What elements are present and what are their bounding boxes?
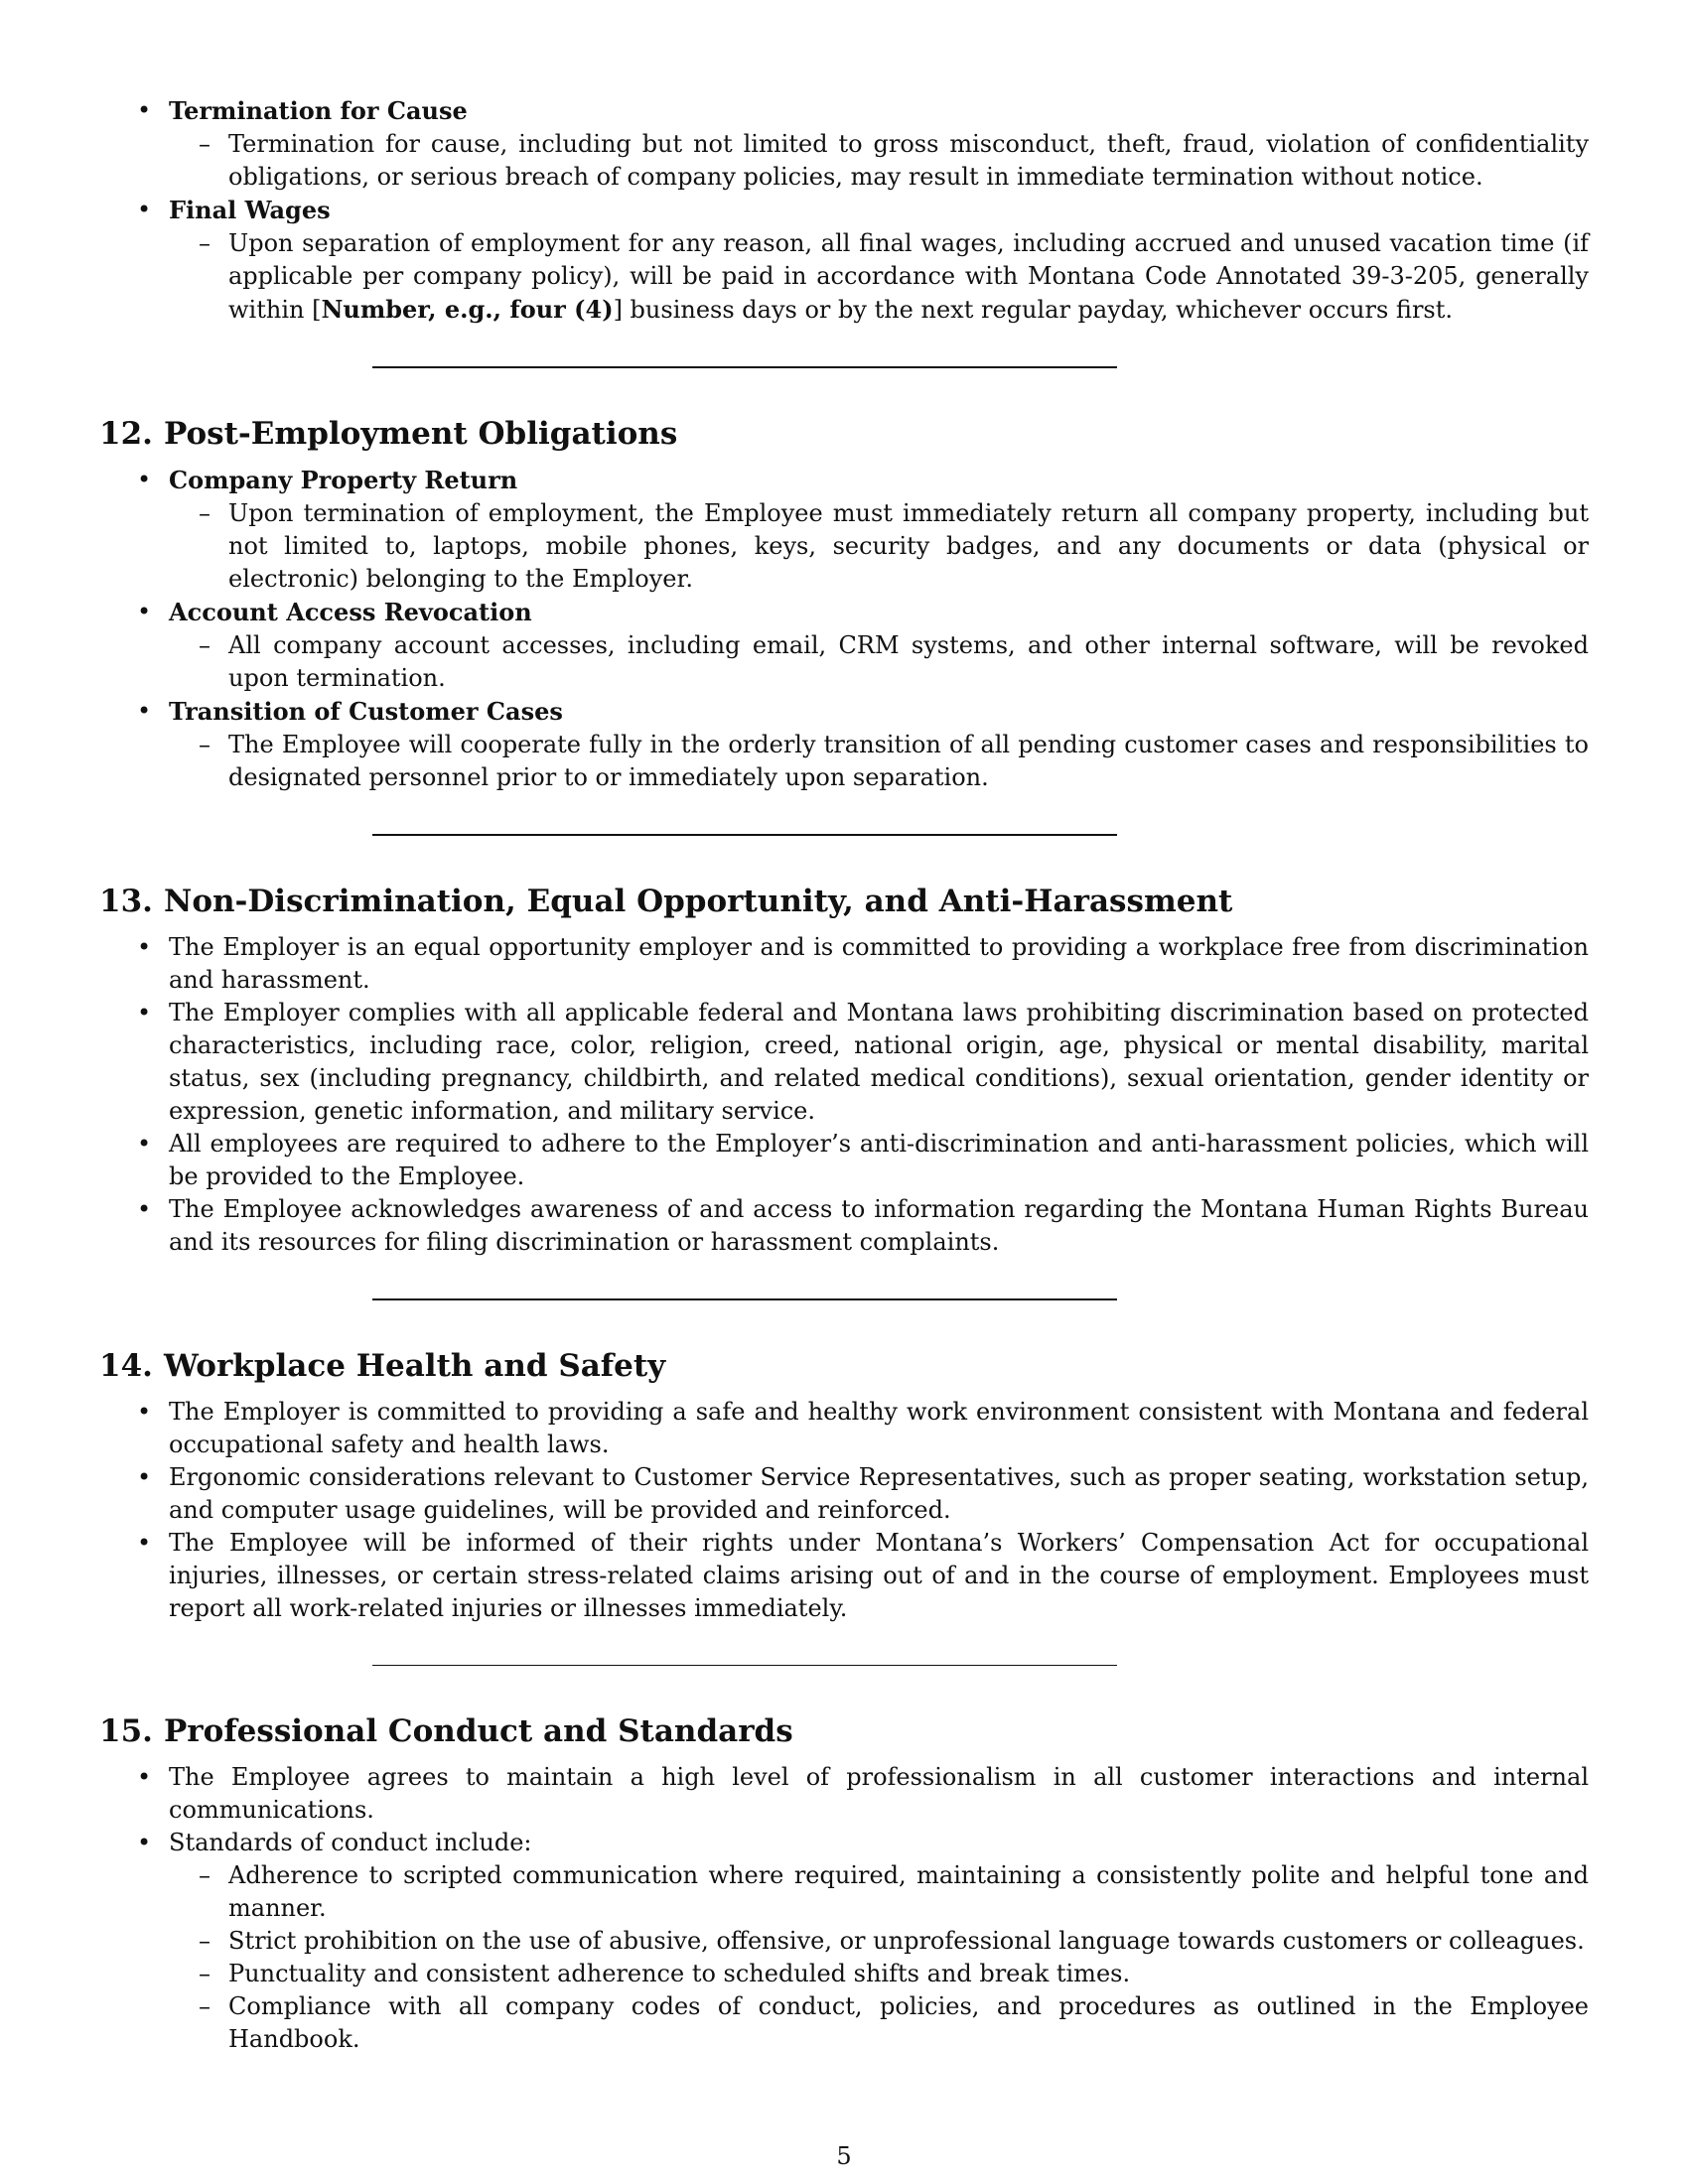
- list-item: • The Employer is an equal opportunity employer and is committed to providing a workplace free from discrimination and harassment.: [99, 931, 1589, 997]
- sub-item: – Punctuality and consistent adherence to scheduled shifts and break times.: [228, 1958, 1589, 1990]
- sub-item: – Compliance with all company codes of conduct, policies, and procedures as outlined in the Employee Handbook.: [228, 1990, 1589, 2056]
- page-number: 5: [836, 2142, 852, 2170]
- section-heading-12: 12. Post-Employment Obligations: [99, 416, 678, 452]
- section-heading-13: 13. Non-Discrimination, Equal Opportunity, and Anti-Harassment: [99, 884, 1233, 919]
- section-heading-15: 15. Professional Conduct and Standards: [99, 1713, 793, 1749]
- list-item: [99, 695, 1589, 794]
- list-item: [99, 1827, 1589, 2056]
- sub-item: – All company account accesses, including email, CRM systems, and other internal software, will be revoked upon termination.: [228, 629, 1589, 695]
- document-page: [99, 94, 1589, 2056]
- list-item: • Ergonomic considerations relevant to Customer Service Representatives, such as proper seating, workstation setup, and computer usage guidelines, will be provided and reinforced.: [99, 1461, 1589, 1527]
- list-item: • The Employee acknowledges awareness of and access to information regarding the Montana Human Rights Bureau and its resources for filing discrimination or harassment complaints.: [99, 1193, 1589, 1259]
- section-13-list: [99, 931, 1589, 1259]
- sub-item: – Strict prohibition on the use of abusive, offensive, or unprofessional language towards customers or colleagues.: [228, 1925, 1589, 1958]
- section-12-list: [99, 464, 1589, 794]
- list-item: [99, 464, 1589, 596]
- section-14-list: [99, 1396, 1589, 1625]
- section-heading-14: 14. Workplace Health and Safety: [99, 1348, 666, 1384]
- section-15-list: [99, 1761, 1589, 2056]
- list-item: • The Employee will be informed of their rights under Montana’s Workers’ Compensation Act for occupational injuries, illnesses, or certain stress-related claims arising out of and in the course of employment. Employees must report all work-related injuries or illnesses immediately.: [99, 1527, 1589, 1625]
- sub-item: – Adherence to scripted communication where required, maintaining a consistently polite and helpful tone and manner.: [228, 1859, 1589, 1925]
- section-divider: [372, 834, 1117, 836]
- section-divider: [372, 366, 1117, 368]
- sub-item: – Upon termination of employment, the Employee must immediately return all company property, including but not limited to, laptops, mobile phones, keys, security badges, and any documents or data (physical or electronic) belonging to the Employer.: [228, 497, 1589, 596]
- section-divider: [372, 1298, 1117, 1300]
- list-item: • The Employer complies with all applicable federal and Montana laws prohibiting discrimination based on protected characteristics, including race, color, religion, creed, national origin, age, physical or mental disability, marital status, sex (including pregnancy, childbirth, and related medical conditions), sexual orientation, gender identity or expression, genetic information, and military service.: [99, 997, 1589, 1128]
- list-item: [99, 94, 1589, 194]
- section-divider: [372, 1665, 1117, 1666]
- item-title: Account Access Revocation: [169, 598, 532, 626]
- item-title: Termination for Cause: [169, 96, 468, 125]
- list-item: [99, 596, 1589, 695]
- intro-list: [99, 94, 1589, 327]
- list-item: [99, 194, 1589, 327]
- list-item: • The Employer is committed to providing a safe and healthy work environment consistent with Montana and federal occupational safety and health laws.: [99, 1396, 1589, 1461]
- item-text: Standards of conduct include:: [169, 1829, 532, 1856]
- item-title: Company Property Return: [169, 466, 518, 494]
- item-title: Final Wages: [169, 196, 331, 224]
- list-item: • All employees are required to adhere to the Employer’s anti-discrimination and anti-harassment policies, which will be provided to the Employee.: [99, 1128, 1589, 1193]
- item-title: Transition of Customer Cases: [169, 697, 563, 726]
- sub-item: – The Employee will cooperate fully in the orderly transition of all pending customer cases and responsibilities to designated personnel prior to or immediately upon separation.: [228, 729, 1589, 794]
- list-item: • The Employee agrees to maintain a high level of professionalism in all customer interactions and internal communications.: [99, 1761, 1589, 1827]
- placeholder-number: Number, e.g., four (4): [321, 295, 614, 324]
- sub-item: – Termination for cause, including but not limited to gross misconduct, theft, fraud, violation of confidentiality obligations, or serious breach of company policies, may result in immediate termination without notice.: [228, 128, 1589, 194]
- sub-item: – Upon separation of employment for any reason, all final wages, including accrued and unused vacation time (if applicable per company policy), will be paid in accordance with Montana Code Annotated 39-3-205, generally within [Number, e.g., four (4)] business days or by the next regular payday, whichever occurs first.: [228, 227, 1589, 327]
